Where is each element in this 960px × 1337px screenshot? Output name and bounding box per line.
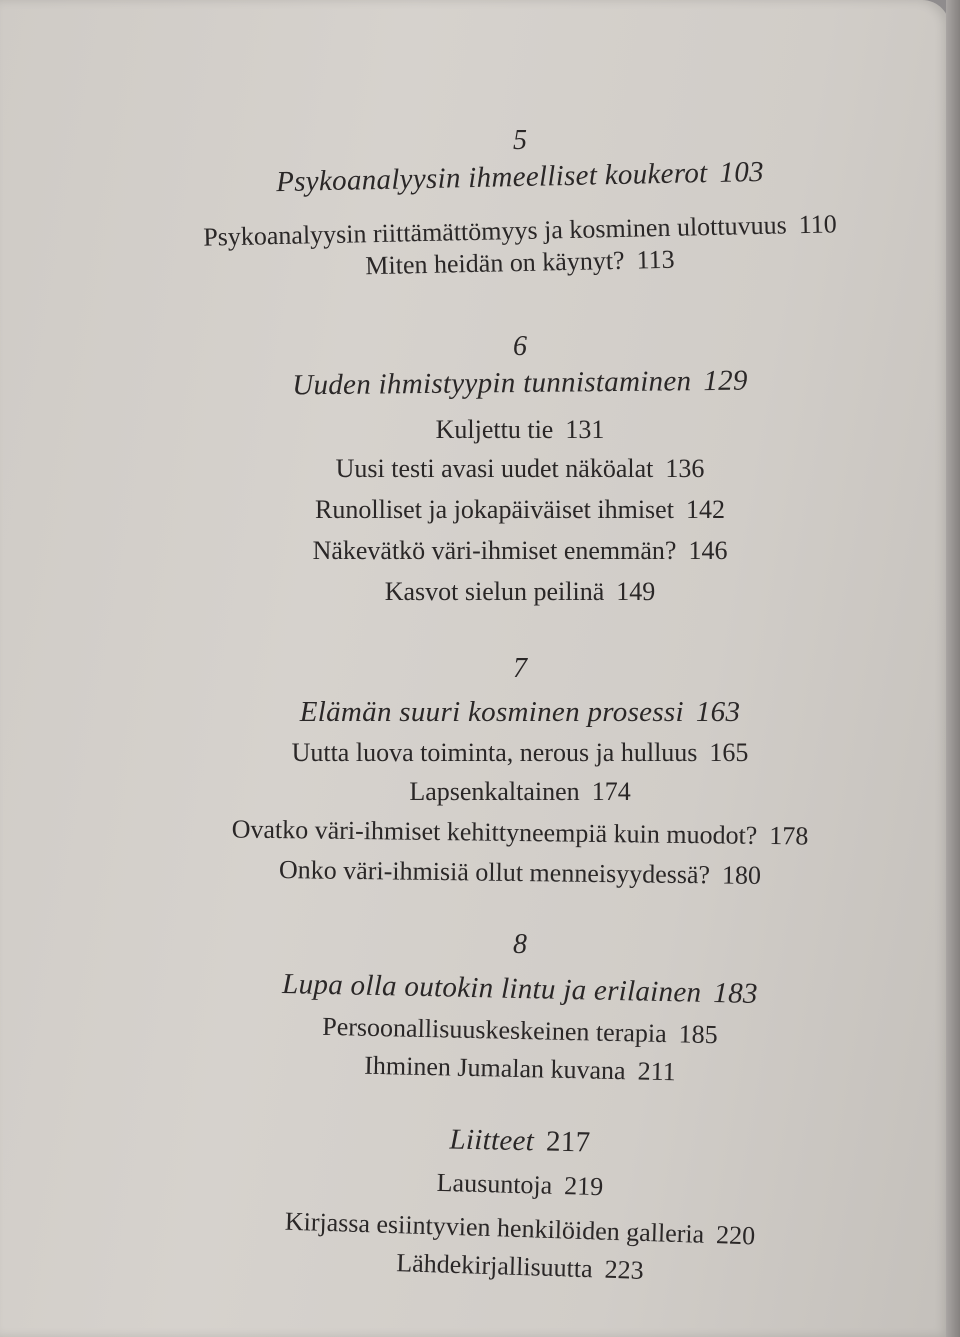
toc-entry-page: 219 bbox=[563, 1171, 604, 1202]
chapter-title-line bbox=[0, 695, 960, 729]
toc-entry-page: 220 bbox=[715, 1220, 756, 1251]
toc-entry-text: Psykoanalyysin riittämättömyys ja kosminen ulottuvuus bbox=[202, 210, 787, 252]
toc-entry-page: 211 bbox=[637, 1056, 676, 1087]
toc-entry-text: Lapsenkaltainen bbox=[409, 777, 580, 806]
toc-entry-text: Ovatko väri-ihmiset kehittyneempiä kuin muodot? bbox=[231, 814, 758, 850]
toc-entry bbox=[0, 736, 960, 770]
toc-entry-text: Kuljettu tie bbox=[435, 415, 554, 444]
chapter-number: 7 bbox=[513, 653, 527, 684]
toc-entry bbox=[0, 775, 960, 809]
toc-entry-page: 131 bbox=[565, 415, 605, 444]
toc-entry-text: Miten heidän on käynyt? bbox=[365, 245, 625, 281]
toc-entry-text: Runolliset ja jokapäiväiset ihmiset bbox=[315, 495, 674, 524]
chapter-page: 163 bbox=[695, 696, 741, 728]
chapter-number: 5 bbox=[513, 125, 527, 156]
toc-entry bbox=[0, 810, 960, 857]
toc-entry-text: Uutta luova toiminta, nerous ja hulluus bbox=[291, 738, 698, 767]
toc-entry bbox=[0, 575, 960, 609]
toc-entry-text: Kasvot sielun peilinä bbox=[384, 577, 605, 606]
toc-entry bbox=[0, 534, 960, 568]
chapter-page: 129 bbox=[703, 364, 748, 398]
toc-entry bbox=[0, 850, 960, 897]
toc-entry-text: Ihminen Jumalan kuvana bbox=[364, 1050, 626, 1086]
toc-entry-page: 146 bbox=[688, 536, 728, 565]
toc-entry-text: Lausuntoja bbox=[436, 1167, 553, 1200]
toc-entry-page: 142 bbox=[685, 495, 725, 524]
chapter-title: Lupa olla outokin lintu ja erilainen bbox=[281, 968, 702, 1009]
appendix-title: Liitteet bbox=[449, 1123, 535, 1158]
toc-entry-page: 223 bbox=[604, 1254, 645, 1285]
chapter-number: 6 bbox=[513, 331, 527, 362]
toc-entry-page: 136 bbox=[665, 454, 705, 483]
toc-entry-text: Persoonallisuuskeskeinen terapia bbox=[322, 1011, 667, 1049]
chapter-number: 8 bbox=[513, 929, 527, 960]
chapter-title: Uuden ihmistyypin tunnistaminen bbox=[292, 365, 692, 402]
toc-entry-text: Kirjassa esiintyvien henkilöiden galleria bbox=[284, 1206, 705, 1249]
toc-entry bbox=[0, 452, 960, 486]
toc-entry bbox=[0, 413, 960, 447]
toc-entry-text: Näkevätkö väri-ihmiset enemmän? bbox=[312, 536, 677, 565]
toc-entry-text: Onko väri-ihmisiä ollut menneisyydessä? bbox=[278, 855, 711, 890]
chapter-page: 103 bbox=[719, 155, 765, 189]
toc-entry-page: 165 bbox=[709, 738, 749, 767]
appendix-page: 217 bbox=[545, 1125, 591, 1159]
toc-entry-page: 180 bbox=[721, 860, 762, 890]
chapter-title: Psykoanalyysin ihmeelliset koukerot bbox=[275, 157, 708, 199]
toc-entry-page: 174 bbox=[591, 777, 631, 806]
chapter-page: 183 bbox=[713, 977, 759, 1010]
toc-entry-page: 113 bbox=[636, 244, 675, 275]
toc-entry bbox=[0, 493, 960, 527]
toc-entry-page: 185 bbox=[678, 1019, 718, 1050]
toc-entry-text: Uusi testi avasi uudet näköalat bbox=[335, 454, 654, 483]
toc-entry-page: 110 bbox=[798, 209, 838, 240]
chapter-title: Elämän suuri kosminen prosessi bbox=[299, 696, 684, 728]
toc-entry-page: 149 bbox=[616, 577, 656, 606]
chapter-title-line bbox=[0, 361, 960, 406]
toc-entry-page: 178 bbox=[769, 821, 809, 851]
toc-entry-text: Lähdekirjallisuutta bbox=[395, 1248, 594, 1284]
